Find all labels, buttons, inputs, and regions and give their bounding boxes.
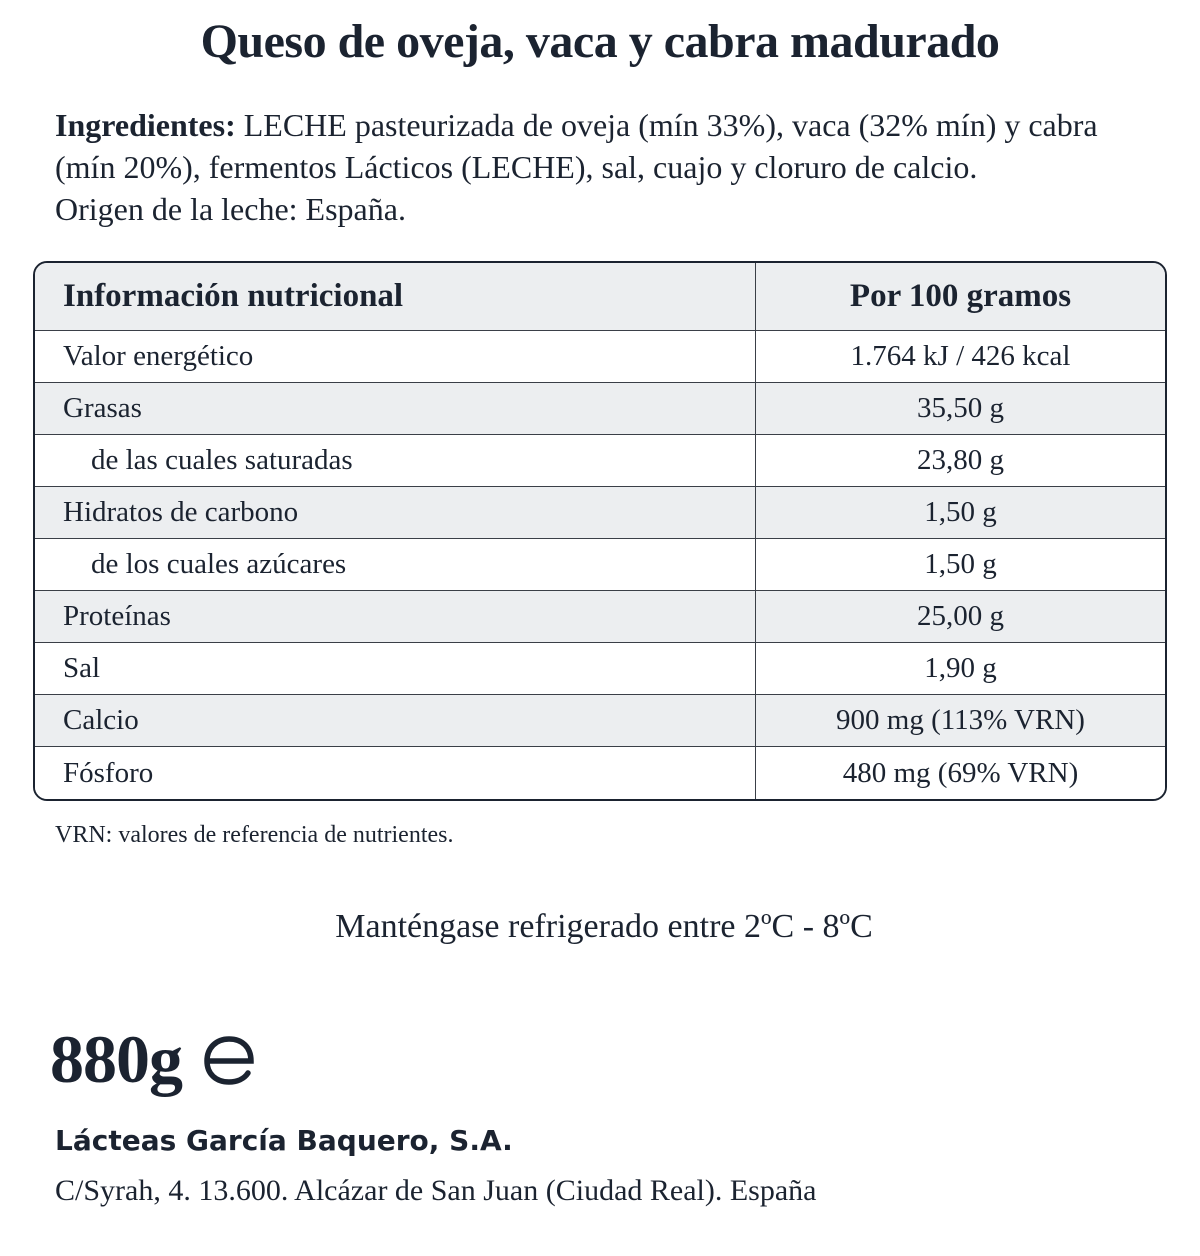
table-row <box>35 591 1165 643</box>
table-row <box>35 538 1165 590</box>
nutrition-header-name: Información nutricional <box>35 263 756 330</box>
table-row <box>35 695 1165 747</box>
ingredients-block <box>55 104 1165 230</box>
nutrition-header-row <box>35 263 1165 330</box>
nutrient-name: de los cuales azúcares <box>35 538 756 590</box>
nutrient-value: 1,50 g <box>756 486 1166 538</box>
nutrient-name: Valor energético <box>35 330 756 382</box>
net-weight-value: 880g <box>50 1021 182 1097</box>
table-row <box>35 747 1165 799</box>
nutrient-name: Hidratos de carbono <box>35 486 756 538</box>
company-address: C/Syrah, 4. 13.600. Alcázar de San Juan (Ciudad Real). España <box>55 1174 817 1207</box>
nutrient-value: 1.764 kJ / 426 kcal <box>756 330 1166 382</box>
nutrient-value: 35,50 g <box>756 382 1166 434</box>
company-name: Lácteas García Baquero, S.A. <box>55 1124 513 1157</box>
vrn-footnote: VRN: valores de referencia de nutrientes. <box>55 822 454 848</box>
nutrient-value: 23,80 g <box>756 434 1166 486</box>
nutrient-name: Proteínas <box>35 591 756 643</box>
nutrient-name: Sal <box>35 643 756 695</box>
nutrient-value: 1,90 g <box>756 643 1166 695</box>
table-row <box>35 486 1165 538</box>
ingredients-label: Ingredientes: <box>55 107 236 143</box>
table-row <box>35 434 1165 486</box>
nutrient-name: Calcio <box>35 695 756 747</box>
ingredients-text: LECHE pasteurizada de oveja (mín 33%), vaca (32% mín) y cabra (mín 20%), fermentos Lácticos (LECHE), sal, cuajo y cloruro de calcio. <box>55 107 1098 185</box>
nutrient-name: Grasas <box>35 382 756 434</box>
milk-origin: Origen de la leche: España. <box>55 191 406 227</box>
nutrient-value: 1,50 g <box>756 538 1166 590</box>
nutrient-value: 480 mg (69% VRN) <box>842 756 1079 789</box>
net-weight <box>50 1020 260 1099</box>
nutrient-name: de las cuales saturadas <box>35 434 756 486</box>
nutrient-value: 25,00 g <box>756 591 1166 643</box>
estimated-sign-icon <box>198 1029 260 1091</box>
storage-instructions: Manténgase refrigerado entre 2ºC - 8ºC <box>335 908 873 945</box>
product-title: Queso de oveja, vaca y cabra madurado <box>200 15 1000 68</box>
table-row <box>35 382 1165 434</box>
table-row <box>35 643 1165 695</box>
nutrition-header-value: Por 100 gramos <box>756 263 1166 330</box>
nutrient-name: Fósforo <box>35 747 756 799</box>
nutrition-table <box>33 261 1167 801</box>
table-row <box>35 330 1165 382</box>
nutrient-value: 900 mg (113% VRN) <box>756 695 1166 747</box>
